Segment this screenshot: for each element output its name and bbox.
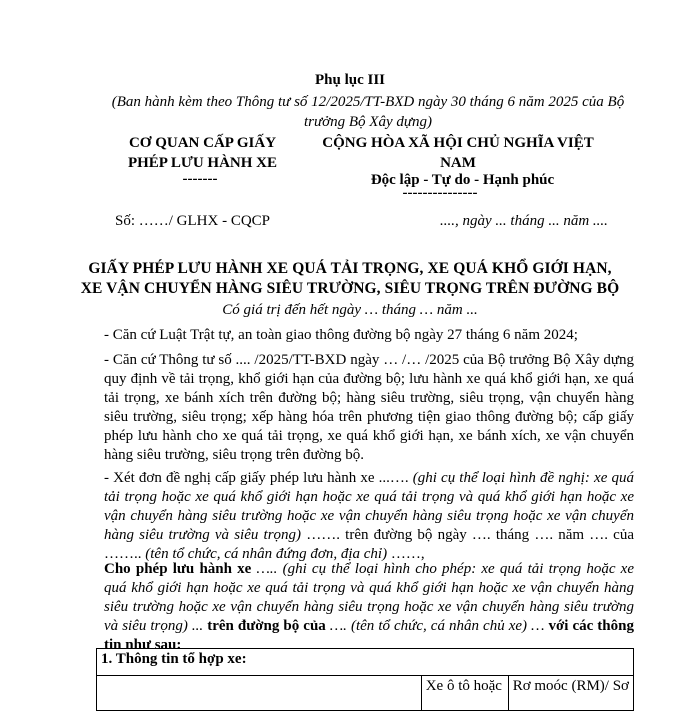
application-end: ……,	[387, 546, 425, 562]
national-heading-line2: NAM	[440, 155, 476, 171]
application-date-text: ……. trên đường bộ ngày …. tháng …. năm …. của ……..	[104, 527, 634, 562]
table-header-row	[97, 676, 634, 711]
permit-title-line2: XE VẬN CHUYỂN HÀNG SIÊU TRƯỜNG, SIÊU TRỌNG TRÊN ĐƯỜNG BỘ	[80, 280, 620, 297]
table-blank-header	[97, 676, 422, 711]
motto-divider: ---------------	[402, 185, 478, 201]
application-review-text: - Xét đơn đề nghị cấp giấy phép lưu hành xe ...….	[104, 470, 413, 486]
permission-type-note: ….. (ghi cụ thể loại hình cho phép: xe quá tải trọng hoặc xe quá khổ giới hạn hoặc xe quá tải trọng và quá khổ giới hạn hoặc xe vận chuyển hàng siêu trường hoặc xe vận chuyển hàng siêu trọng hoặc xe vận chuyển hàng siêu trường và siêu trọng) ...	[104, 561, 634, 634]
national-heading-line1: CỘNG HÒA XÃ HỘI CHỦ NGHĨA VIỆT	[322, 135, 594, 151]
national-motto: Độc lập - Tự do - Hạnh phúc	[370, 172, 555, 188]
permit-title-line1: GIẤY PHÉP LƯU HÀNH XE QUÁ TẢI TRỌNG, XE QUÁ KHỔ GIỚI HẠN,	[88, 260, 612, 277]
table-section-row	[97, 649, 634, 676]
legal-basis-law: - Căn cứ Luật Trật tự, an toàn giao thông đường bộ ngày 27 tháng 6 năm 2024;	[104, 327, 578, 343]
legal-basis-circular: - Căn cứ Thông tư số .... /2025/TT-BXD ngày … /… /2025 của Bộ trưởng Bộ Xây dựng quy định về tải trọng, khổ giới hạn của đường bộ; lưu hành xe quá khổ giới hạn, xe quá tải trọng, xe bánh xích trên đường bộ; hàng siêu trường, siêu trọng, vận chuyển hàng siêu trường, siêu trọng; xếp hàng hóa trên phương tiện giao thông đường bộ; cấp giấy phép lưu hành cho xe quá tải trọng, xe quá khổ giới hạn, xe bánh xích, xe vận chuyển hàng siêu trường, siêu trọng trên đường bộ.	[104, 352, 634, 463]
validity-line: Có giá trị đến hết ngày … tháng … năm ...	[222, 302, 478, 318]
issuing-agency-line1: CƠ QUAN CẤP GIẤY	[128, 135, 277, 151]
applicant-note: (tên tổ chức, cá nhân đứng đơn, địa chỉ)	[145, 546, 388, 562]
document-number: Số: ……/ GLHX - CQCP	[115, 213, 271, 229]
table-header-truck: Xe ô tô hoặc	[421, 676, 508, 711]
owner-note: …. (tên tổ chức, cá nhân chủ xe) …	[325, 618, 549, 634]
issuing-agency-line2: PHÉP LƯU HÀNH XE	[127, 155, 278, 171]
appendix-title: Phụ lục III	[314, 72, 386, 88]
vehicle-combination-table	[96, 648, 634, 711]
document-date: ...., ngày ... tháng ... năm ....	[440, 213, 608, 229]
permission-info-text: với các thông tin như sau:	[104, 618, 634, 653]
national-heading	[308, 133, 608, 173]
permit-title	[60, 259, 640, 299]
permission-statement	[104, 560, 634, 655]
issuing-agency	[95, 133, 310, 173]
agency-divider: -------	[182, 171, 218, 187]
appendix-subtitle: (Ban hành kèm theo Thông tư số 12/2025/TT-BXD ngày 30 tháng 6 năm 2025 của Bộ trưởng Bộ Xây dựng)	[111, 94, 625, 130]
permission-lead: Cho phép lưu hành xe	[104, 561, 252, 577]
table-header-trailer: Rơ moóc (RM)/ Sơ	[508, 676, 633, 711]
permission-road-text: trên đường bộ của	[207, 618, 326, 634]
application-review	[104, 469, 634, 564]
application-type-note: (ghi cụ thể loại hình đề nghị: xe quá tải trọng hoặc xe quá khổ giới hạn hoặc xe quá tải trọng và quá khổ giới hạn hoặc xe vận chuyển hàng siêu trường hoặc xe vận chuyển hàng siêu trọng hoặc xe vận chuyển hàng siêu trường và siêu trọng)	[104, 470, 634, 543]
table-section-title: 1. Thông tin tổ hợp xe:	[97, 649, 634, 676]
